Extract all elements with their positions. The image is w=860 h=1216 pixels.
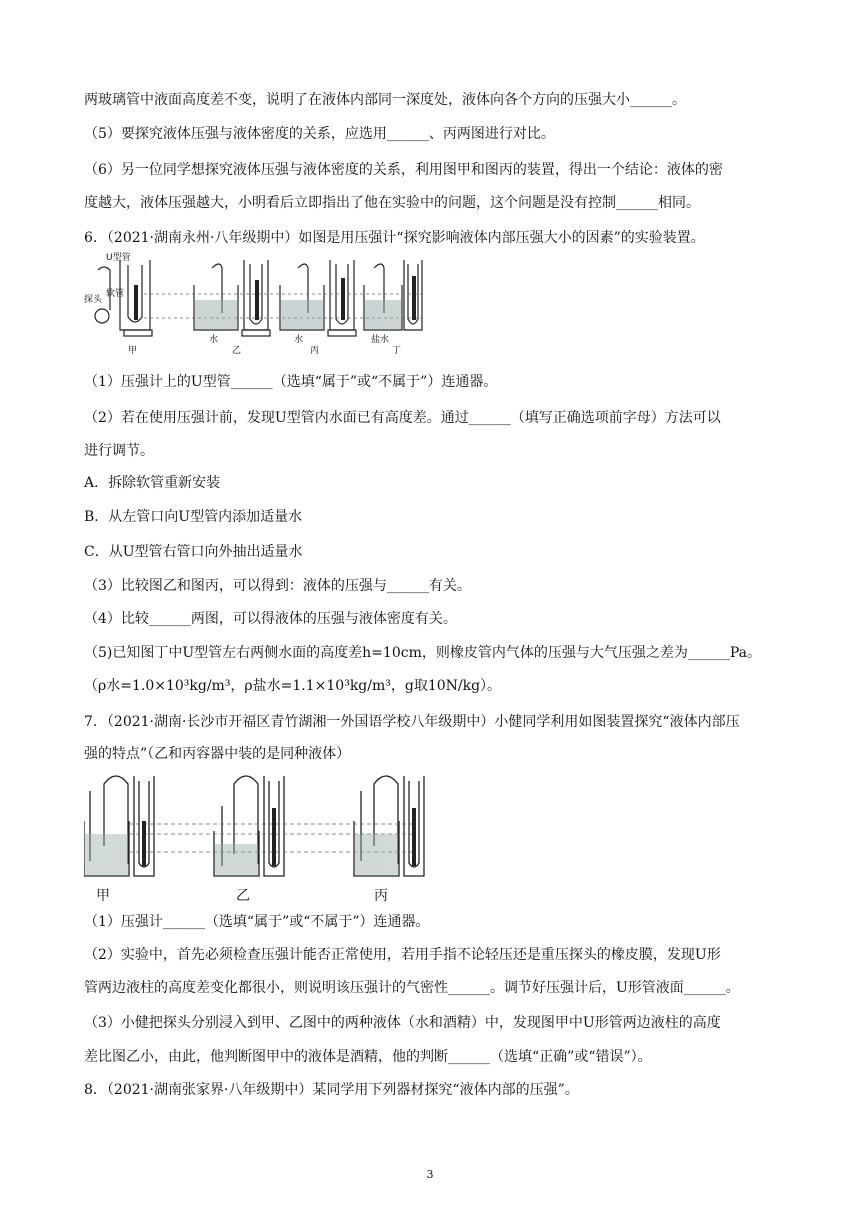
option-a: A．拆除软管重新安装 (84, 475, 221, 491)
fig7-caption-yi: 乙 (236, 888, 250, 904)
fig6-caption-jia: 甲 (128, 346, 138, 355)
question-7-title-b: 强的特点”（乙和丙容器中装的是同种液体） (84, 746, 351, 762)
fig6-liquid-yi: 水 (209, 335, 219, 345)
figure-6-pressure-gauge-apparatus (84, 250, 424, 355)
fig6-liquid-bing: 水 (294, 335, 304, 345)
option-c: C．从U型管右管口向外抽出适量水 (84, 544, 303, 560)
fig6-caption-yi: 乙 (232, 346, 242, 355)
text-line-q7-1: （1）压强计______（选填“属于”或“不属于”）连通器。 (84, 914, 430, 930)
text-line-q6-constants: （ρ水=1.0×10³kg/m³，ρ盐水=1.1×10³kg/m³，g取10N/kg）。 (84, 678, 502, 694)
text-line-1: 两玻璃管中液面高度差不变，说明了在液体内部同一深度处，液体向各个方向的压强大小______。 (84, 92, 686, 108)
fig6-label-hose: 软管 (106, 289, 125, 299)
fig6-label-probe: 探头 (84, 295, 103, 305)
fig7-caption-jia: 甲 (96, 888, 110, 904)
question-7-title-a: 7．（2021·湖南·长沙市开福区青竹湖湘一外国语学校八年级期中）小健同学利用如图装置探究“液体内部压 (84, 714, 740, 730)
text-line-q6-5: （5)已知图丁中U型管左右两侧水面的高度差h=10cm，则橡皮管内气体的压强与大气压强之差为______Pa。 (84, 645, 761, 661)
text-line-q6-2a: （2）若在使用压强计前，发现U型管内水面已有高度差。通过______（填写正确选项前字母）方法可以 (84, 410, 721, 426)
option-b: B．从左管口向U型管内添加适量水 (84, 509, 303, 525)
text-line-q6-3: （3）比较图乙和图丙，可以得到：液体的压强与______有关。 (84, 578, 471, 594)
text-line-3: （6）另一位同学想探究液体压强与液体密度的关系，利用图甲和图丙的装置，得出一个结论：液体的密 (84, 162, 723, 178)
text-line-q6-1: （1）压强计上的U型管______（选填“属于”或“不属于”）连通器。 (84, 374, 498, 390)
fig6-caption-ding: 丁 (392, 346, 402, 355)
fig6-label-u-tube: U型管 (106, 253, 131, 263)
text-line-q7-2a: （2）实验中，首先必须检查压强计能否正常使用，若用手指不论轻压还是重压探头的橡皮膜，发现U形 (84, 947, 721, 963)
text-line-4: 度越大，液体压强越大，小明看后立即指出了他在实验中的问题，这个问题是没有控制______相同。 (84, 195, 700, 211)
text-line-2: （5）要探究液体压强与液体密度的关系，应选用______、丙两图进行对比。 (84, 126, 555, 142)
fig6-caption-bing: 丙 (310, 346, 320, 355)
question-8-title: 8．（2021·湖南张家界·八年级期中）某同学用下列器材探究“液体内部的压强”。 (84, 1082, 579, 1098)
text-line-q7-2b: 管两边液柱的高度差变化都很小，则说明该压强计的气密性______。调节好压强计后，U形管液面______。 (84, 980, 740, 996)
text-line-q7-3a: （3）小健把探头分别浸入到甲、乙图中的两种液体（水和酒精）中，发现图甲中U形管两边液柱的高度 (84, 1015, 721, 1031)
question-6-title: 6．（2021·湖南永州·八年级期中）如图是用压强计“探究影响液体内部压强大小的因素”的实验装置。 (84, 230, 705, 246)
text-line-q6-2b: 进行调节。 (84, 443, 154, 459)
fig6-liquid-ding: 盐水 (371, 335, 390, 345)
text-line-q7-3b: 差比图乙小，由此，他判断图甲中的液体是酒精，他的判断______（选填“正确”或“错误”）。 (84, 1049, 652, 1065)
fig7-caption-bing: 丙 (374, 888, 388, 904)
page-number: 3 (426, 1168, 434, 1181)
text-line-q6-4: （4）比较______两图，可以得液体的压强与液体密度有关。 (84, 611, 457, 627)
figure-7-pressure-gauge-apparatus (84, 766, 439, 904)
